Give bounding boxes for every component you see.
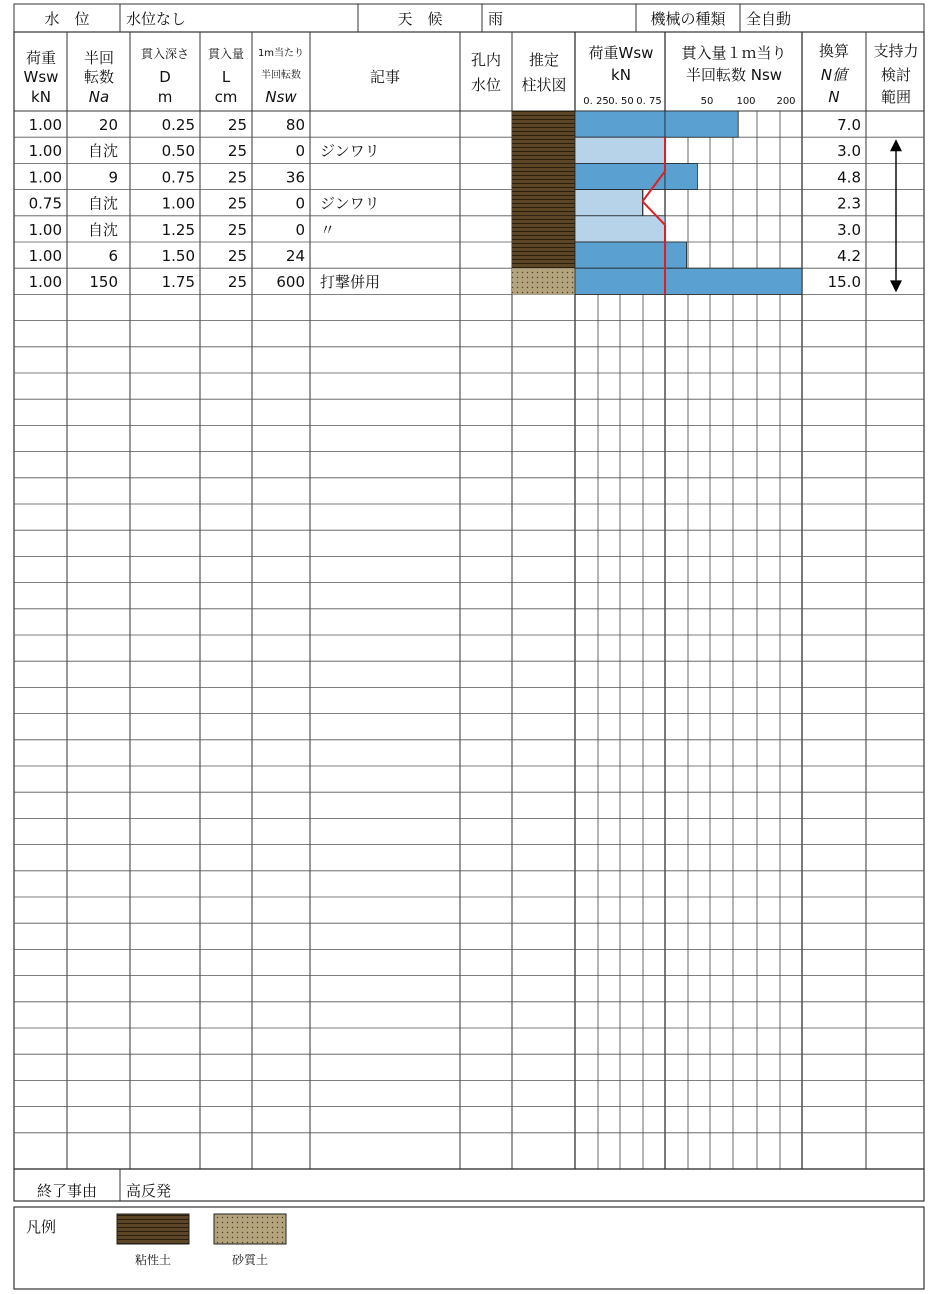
penetration-cell: 25 xyxy=(227,168,247,187)
half-rot-cell: 自沈 xyxy=(87,194,118,213)
load-cell: 1.00 xyxy=(28,142,62,161)
water-in-hole-header-1: 孔内 xyxy=(470,51,502,69)
nsw-bar xyxy=(665,163,697,189)
data-rows xyxy=(29,116,902,292)
load-bar xyxy=(575,163,665,189)
nsw-header-1: 1m当たり xyxy=(257,48,305,59)
depth-header-3: m xyxy=(157,88,173,106)
nsw-chart-header-2: 半回転数 Nsw xyxy=(685,66,783,84)
legend-sand-swatch xyxy=(214,1214,286,1244)
depth-cell: 0.50 xyxy=(161,142,195,161)
bearing-header-3: 範囲 xyxy=(880,88,912,106)
header-row xyxy=(14,4,924,32)
penetration-cell: 25 xyxy=(227,247,247,265)
depth-cell: 1.75 xyxy=(161,273,195,292)
legend-label: 凡例 xyxy=(26,1218,57,1236)
soil-layer xyxy=(512,163,575,189)
load-cell: 1.00 xyxy=(28,247,62,265)
nsw-bar xyxy=(665,242,687,268)
soil-layer xyxy=(512,137,575,163)
remark-cell: 打撃併用 xyxy=(320,273,381,292)
half-rot-cell: 150 xyxy=(89,273,118,292)
weather-label: 天 候 xyxy=(397,10,443,28)
load-bar xyxy=(575,242,665,268)
water-in-hole-header-2: 水位 xyxy=(470,76,502,94)
load-cell: 1.00 xyxy=(28,220,62,239)
penetration-cell: 25 xyxy=(227,116,247,134)
table-row xyxy=(29,142,861,160)
water-level-value: 水位なし xyxy=(126,10,187,28)
nsw-tick-100: 100 xyxy=(736,96,756,107)
water-level-label: 水 位 xyxy=(44,10,90,28)
depth-cell: 1.00 xyxy=(161,194,195,213)
half-rot-cell: 自沈 xyxy=(87,220,118,239)
load-chart-header-1: 荷重Wsw xyxy=(588,44,654,62)
n-value-cell: 7.0 xyxy=(837,116,861,134)
nsw-cell: 36 xyxy=(285,168,305,187)
nsw-tick-200: 200 xyxy=(776,96,796,107)
half-rot-cell: 20 xyxy=(98,116,118,134)
nsw-cell: 80 xyxy=(285,116,305,134)
depth-cell: 1.50 xyxy=(161,247,195,265)
penetration-cell: 25 xyxy=(227,142,247,161)
machine-type-label: 機械の種類 xyxy=(650,10,726,28)
arrow-up-icon xyxy=(890,139,902,151)
load-bar xyxy=(575,111,665,137)
load-bar xyxy=(575,216,665,242)
load-tick-075: 0. 75 xyxy=(636,96,662,107)
load-header-2: Wsw xyxy=(23,68,59,86)
end-reason-label: 終了事由 xyxy=(36,1182,98,1200)
nsw-bar xyxy=(665,268,802,294)
main-table-frame xyxy=(14,32,924,1169)
n-value-cell: 2.3 xyxy=(837,194,861,213)
machine-type-value: 全自動 xyxy=(746,10,792,28)
depth-header-2: D xyxy=(159,68,171,86)
table-row xyxy=(29,168,861,186)
n-value-cell: 4.2 xyxy=(837,247,861,265)
penetration-cell: 25 xyxy=(227,273,247,292)
load-cell: 0.75 xyxy=(28,194,62,213)
bearing-header-1: 支持力 xyxy=(873,42,919,60)
half-rot-cell: 9 xyxy=(108,168,118,187)
n-value-header-2: N値 xyxy=(820,66,848,84)
load-bar xyxy=(575,190,643,216)
n-value-cell: 3.0 xyxy=(837,142,861,161)
nsw-cell: 24 xyxy=(285,247,305,265)
half-rot-header-2: 転数 xyxy=(83,68,115,86)
soil-layer xyxy=(512,111,575,137)
column-headers xyxy=(24,42,919,107)
nsw-bar xyxy=(665,111,738,137)
remark-cell: 〃 xyxy=(320,220,336,239)
soil-layer xyxy=(512,242,575,268)
n-value-header-1: 換算 xyxy=(818,42,850,60)
penetration-header-1: 貫入量 xyxy=(207,47,245,61)
n-value-cell: 15.0 xyxy=(827,273,861,292)
half-rot-cell: 自沈 xyxy=(87,142,118,161)
depth-header-1: 貫入深さ xyxy=(140,47,190,61)
load-cell: 1.00 xyxy=(28,273,62,292)
column-chart-header-2: 柱状図 xyxy=(521,76,567,94)
legend-sand-label: 砂質土 xyxy=(231,1253,269,1267)
soil-layer xyxy=(512,190,575,216)
load-tick-050: 0. 50 xyxy=(608,96,634,107)
table-row xyxy=(29,221,861,239)
penetration-cell: 25 xyxy=(227,220,247,239)
n-value-cell: 3.0 xyxy=(837,220,861,239)
load-bar xyxy=(575,137,665,163)
penetration-cell: 25 xyxy=(227,194,247,213)
graph-area xyxy=(512,111,802,294)
table-row xyxy=(29,195,861,213)
footer xyxy=(14,1169,924,1289)
load-header-1: 荷重 xyxy=(25,49,57,67)
n-value-header-3: N xyxy=(828,88,840,106)
nsw-tick-50: 50 xyxy=(700,96,714,107)
legend-clay-swatch xyxy=(117,1214,189,1244)
half-rot-header-1: 半回 xyxy=(83,49,115,67)
nsw-cell: 0 xyxy=(295,194,305,213)
soil-layer xyxy=(512,216,575,242)
half-rot-cell: 6 xyxy=(108,247,118,265)
nsw-cell: 600 xyxy=(276,273,305,292)
nsw-cell: 0 xyxy=(295,220,305,239)
nsw-cell: 0 xyxy=(295,142,305,161)
load-tick-025: 0. 25 xyxy=(583,96,609,107)
depth-cell: 0.25 xyxy=(161,116,195,134)
depth-cell: 1.25 xyxy=(161,220,195,239)
legend-clay-label: 粘性土 xyxy=(134,1253,172,1267)
column-chart-header-1: 推定 xyxy=(528,51,560,69)
penetration-header-3: cm xyxy=(214,88,238,106)
penetration-header-2: L xyxy=(221,68,231,86)
half-rot-header-3: Na xyxy=(88,88,110,106)
remarks-header: 記事 xyxy=(369,68,401,86)
arrow-down-icon xyxy=(890,280,902,292)
weather-value: 雨 xyxy=(488,10,504,28)
nsw-chart-header-1: 貫入量１ｍ当り xyxy=(681,44,787,62)
nsw-header-3: Nsw xyxy=(265,88,297,106)
nsw-header-2: 半回転数 xyxy=(261,70,301,81)
load-chart-header-2: kN xyxy=(611,66,631,84)
soil-layer xyxy=(512,268,575,294)
n-value-cell: 4.8 xyxy=(837,168,861,187)
table-row xyxy=(29,247,861,265)
load-cell: 1.00 xyxy=(28,116,62,134)
load-header-3: kN xyxy=(31,88,51,106)
end-reason-value: 高反発 xyxy=(126,1182,172,1200)
depth-cell: 0.75 xyxy=(161,168,195,187)
bearing-header-2: 検討 xyxy=(880,66,912,84)
load-cell: 1.00 xyxy=(28,168,62,187)
load-bar xyxy=(575,268,665,294)
remark-cell: ジンワリ xyxy=(320,194,380,213)
remark-cell: ジンワリ xyxy=(320,142,380,161)
